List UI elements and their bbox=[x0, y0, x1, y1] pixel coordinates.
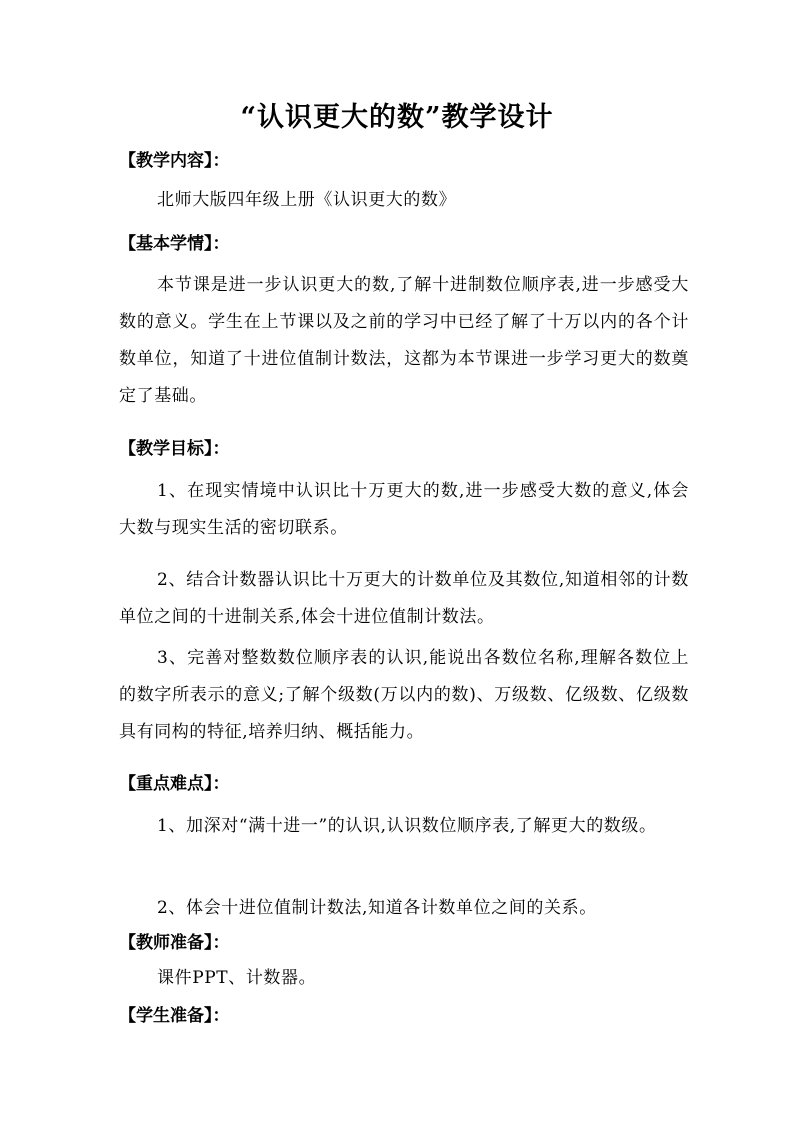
paragraph-teaching-content: 北师大版四年级上册《认识更大的数》 bbox=[157, 190, 457, 210]
section-heading-basic-situation: 【基本学情】： bbox=[119, 234, 230, 254]
paragraph-basic-situation: 本节课是进一步认识更大的数,了解十进制数位顺序表,进一步感受大数的意义。学生在上节课以及之前的学习中已经了解了十万以内的各个计数单位，知道了十进位值制计数法，这都为本节课进一步学习更大的数奠定了基础。 bbox=[119, 275, 689, 406]
paragraph-key-point-1: 1、加深对“满十进一”的认识,认识数位顺序表,了解更大的数级。 bbox=[157, 816, 657, 836]
paragraph-goal-1: 1、在现实情境中认识比十万更大的数,进一步感受大数的意义,体会大数与现实生活的密切联系。 bbox=[119, 481, 689, 538]
section-heading-student-prep: 【学生准备】： bbox=[119, 1006, 230, 1026]
section-heading-teaching-content: 【教学内容】： bbox=[119, 151, 230, 171]
paragraph-goal-3: 3、完善对整数数位顺序表的认识,能说出各数位名称,理解各数位上的数字所表示的意义;了解个级数(万以内的数)、万级数、亿级数、亿级数具有同构的特征,培养归纳、概括能力。 bbox=[119, 648, 689, 742]
section-heading-teacher-prep: 【教师准备】： bbox=[119, 933, 230, 953]
section-heading-teaching-goals: 【教学目标】： bbox=[119, 439, 230, 459]
paragraph-goal-2: 2、结合计数器认识比十万更大的计数单位及其数位,知道相邻的计数单位之间的十进制关系,体会十进位值制计数法。 bbox=[119, 570, 689, 627]
paragraph-teacher-prep: 课件PPT、计数器。 bbox=[157, 968, 317, 988]
document-title: “认识更大的数”教学设计 bbox=[240, 102, 554, 133]
paragraph-key-point-2: 2、体会十进位值制计数法,知道各计数单位之间的关系。 bbox=[157, 898, 597, 918]
section-heading-key-difficulties: 【重点难点】： bbox=[119, 774, 230, 794]
